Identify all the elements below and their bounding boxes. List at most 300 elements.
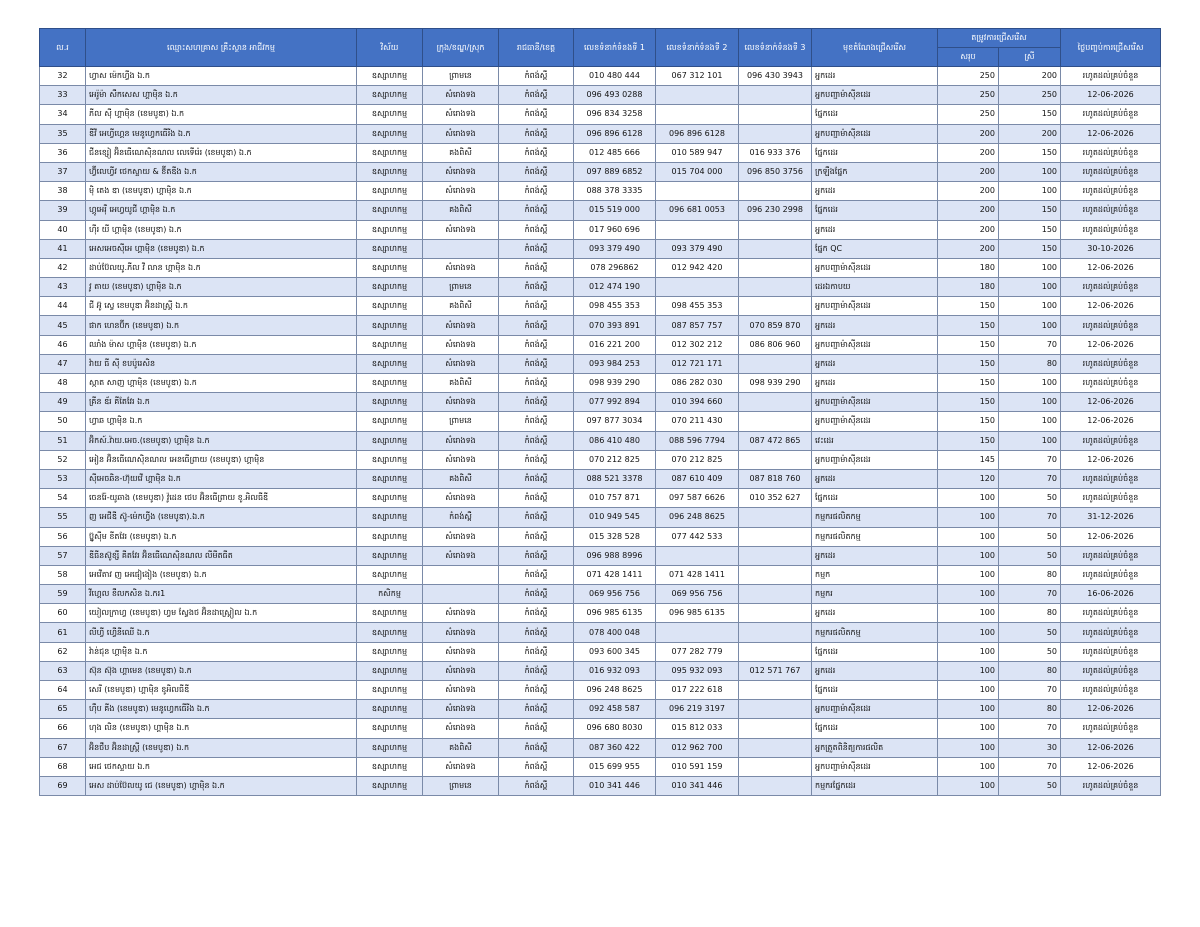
cell-female: 150 (999, 239, 1061, 258)
cell-company-name: អ៊ិកស៍.វ៉ាយ.អេច.(ខេមបូឌា) ហ្គាម៉ិន ឯ.ក (86, 431, 357, 450)
cell-deadline: 31-12-2026 (1061, 508, 1161, 527)
cell-phone-3: 087 818 760 (739, 469, 812, 488)
cell-deadline: រហូតដល់គ្រប់ចំនួន (1061, 143, 1161, 162)
cell-phone-3: 086 806 960 (739, 335, 812, 354)
cell-phone-1: 086 410 480 (574, 431, 656, 450)
cell-company-name: លីហ្វី ហ្វើនីឈើ ឯ.ក (86, 623, 357, 642)
cell-total: 200 (938, 143, 999, 162)
cell-deadline: 12-06-2026 (1061, 393, 1161, 412)
cell-no: 44 (40, 297, 86, 316)
cell-company-name: ជី អ៊ូ ស្វេ ខេមបូឌា អ៊ិនដាស្ត្រី ឯ.ក (86, 297, 357, 316)
header-no: ល.រ (40, 29, 86, 67)
cell-district: សំរោងទង (423, 124, 499, 143)
cell-position: កម្មក (812, 565, 938, 584)
cell-position: ក្រឡឹងផ្នែក (812, 162, 938, 181)
header-deadline: ថ្ងៃបញ្ចប់ការជ្រើសរើស (1061, 29, 1161, 67)
cell-sector: ឧស្សាហកម្ម (357, 604, 423, 623)
cell-district: សំរោងទង (423, 220, 499, 239)
cell-phone-2: 069 956 756 (656, 585, 739, 604)
cell-phone-2: 096 219 3197 (656, 700, 739, 719)
header-position: មុខតំណែងជ្រើសរើស (812, 29, 938, 67)
cell-district (423, 585, 499, 604)
cell-province: កំពង់ស្ពឺ (499, 757, 574, 776)
cell-total: 100 (938, 585, 999, 604)
cell-sector: ឧស្សាហកម្ម (357, 469, 423, 488)
cell-female: 50 (999, 546, 1061, 565)
cell-no: 51 (40, 431, 86, 450)
cell-phone-3 (739, 258, 812, 277)
cell-female: 100 (999, 182, 1061, 201)
cell-female: 80 (999, 700, 1061, 719)
table-row (40, 86, 1161, 105)
cell-deadline: រហូតដល់គ្រប់ចំនួន (1061, 162, 1161, 181)
cell-province: កំពង់ស្ពឺ (499, 661, 574, 680)
cell-position: អ្នកដេរ (812, 604, 938, 623)
table-row (40, 335, 1161, 354)
cell-phone-2: 017 222 618 (656, 681, 739, 700)
cell-district: សំរោងទង (423, 450, 499, 469)
cell-phone-3 (739, 508, 812, 527)
cell-district: គងពិសី (423, 469, 499, 488)
cell-phone-2: 071 428 1411 (656, 565, 739, 584)
cell-deadline: 12-06-2026 (1061, 738, 1161, 757)
cell-no: 55 (40, 508, 86, 527)
cell-district: សំរោងទង (423, 258, 499, 277)
table-row (40, 393, 1161, 412)
cell-phone-1: 096 248 8625 (574, 681, 656, 700)
cell-province: កំពង់ស្ពឺ (499, 527, 574, 546)
header-total: សរុប (938, 48, 999, 67)
cell-deadline: រហូតដល់គ្រប់ចំនួន (1061, 431, 1161, 450)
cell-company-name: ជីនខ្សៀ អ៊ិនធើណេស៊ិនណល លេទើរ៉េរ (ខេមបូឌា) ឯ.ក (86, 143, 357, 162)
cell-phone-1: 012 485 666 (574, 143, 656, 162)
cell-company-name: វ៉ាយ ធី ស៊ី ខបប៉ូរេសិន (86, 354, 357, 373)
cell-province: កំពង់ស្ពឺ (499, 124, 574, 143)
cell-company-name: ដាប់ប៊ែលយូ.ភីល វី លាន ហ្គាម៉ិន ឯ.ក (86, 258, 357, 277)
cell-sector: ឧស្សាហកម្ម (357, 642, 423, 661)
cell-phone-2: 096 896 6128 (656, 124, 739, 143)
table-row (40, 489, 1161, 508)
cell-province: កំពង់ស្ពឺ (499, 431, 574, 450)
cell-phone-1: 098 939 290 (574, 374, 656, 393)
table-row (40, 105, 1161, 124)
cell-position: ផ្នែកដេរ (812, 143, 938, 162)
cell-district: សំរោងទង (423, 719, 499, 738)
cell-deadline: រហូតដល់គ្រប់ចំនួន (1061, 681, 1161, 700)
cell-deadline: 12-06-2026 (1061, 335, 1161, 354)
cell-deadline: រហូតដល់គ្រប់ចំនួន (1061, 661, 1161, 680)
table-header (40, 29, 1161, 67)
cell-female: 100 (999, 258, 1061, 277)
cell-total: 150 (938, 354, 999, 373)
cell-company-name: អៀន អ៊ិនធើណេស៊ិនណល អេនធើព្រាយ (ខេមបូឌា) ហ្គាម៉ិន (86, 450, 357, 469)
cell-no: 34 (40, 105, 86, 124)
cell-phone-2: 096 985 6135 (656, 604, 739, 623)
cell-district: សំរោងទង (423, 623, 499, 642)
cell-female: 50 (999, 642, 1061, 661)
cell-total: 100 (938, 565, 999, 584)
cell-female: 250 (999, 86, 1061, 105)
cell-sector: ឧស្សាហកម្ម (357, 143, 423, 162)
cell-phone-2 (656, 182, 739, 201)
cell-phone-3 (739, 450, 812, 469)
table-row (40, 67, 1161, 86)
cell-company-name: ឈាំង ម៉ាស ហ្គាម៉ិន (ខេមបូឌា) ឯ.ក (86, 335, 357, 354)
cell-phone-2: 070 211 430 (656, 412, 739, 431)
cell-phone-1: 077 992 894 (574, 393, 656, 412)
cell-position: អ្នកត្រួតពិនិត្យការផលិត (812, 738, 938, 757)
cell-total: 200 (938, 201, 999, 220)
cell-sector: ឧស្សាហកម្ម (357, 201, 423, 220)
cell-province: កំពង់ស្ពឺ (499, 182, 574, 201)
cell-deadline: រហូតដល់គ្រប់ចំនួន (1061, 776, 1161, 795)
cell-no: 40 (40, 220, 86, 239)
cell-position: អ្នកបញ្ជាម៉ាស៊ីនដេរ (812, 757, 938, 776)
cell-deadline: រហូតដល់គ្រប់ចំនួន (1061, 374, 1161, 393)
cell-phone-2: 012 942 420 (656, 258, 739, 277)
cell-phone-3: 096 430 3943 (739, 67, 812, 86)
cell-phone-3 (739, 565, 812, 584)
cell-no: 53 (40, 469, 86, 488)
cell-province: កំពង់ស្ពឺ (499, 374, 574, 393)
cell-phone-2: 012 302 212 (656, 335, 739, 354)
cell-sector: ឧស្សាហកម្ម (357, 431, 423, 450)
cell-phone-3 (739, 297, 812, 316)
table-row (40, 258, 1161, 277)
table-row (40, 201, 1161, 220)
cell-phone-3 (739, 700, 812, 719)
cell-female: 70 (999, 719, 1061, 738)
header-female: ស្រី (999, 48, 1061, 67)
cell-district: សំរោងទង (423, 335, 499, 354)
cell-female: 100 (999, 393, 1061, 412)
cell-no: 50 (40, 412, 86, 431)
cell-position: ផ្នែកដេរ (812, 489, 938, 508)
cell-deadline: 30-10-2026 (1061, 239, 1161, 258)
cell-deadline: 12-06-2026 (1061, 258, 1161, 277)
cell-company-name: ចេនរ៉ែ-យូឆាង (ខេមបូឌា) វ៉ូដេន ថេប អ៊ិនធើព្រាយ ខូ.អិលធីឌី (86, 489, 357, 508)
cell-female: 100 (999, 431, 1061, 450)
cell-deadline: រហូតដល់គ្រប់ចំនួន (1061, 182, 1161, 201)
cell-no: 62 (40, 642, 86, 661)
cell-deadline: រហូតដល់គ្រប់ចំនួន (1061, 354, 1161, 373)
table-row (40, 585, 1161, 604)
cell-female: 70 (999, 681, 1061, 700)
cell-phone-2: 077 442 533 (656, 527, 739, 546)
cell-company-name: អេស ដាប់ប៊ែលយូ ជេ (ខេមបូឌា) ហ្គាម៉ិន ឯ.ក (86, 776, 357, 795)
cell-deadline: 12-06-2026 (1061, 527, 1161, 546)
cell-total: 150 (938, 335, 999, 354)
cell-no: 68 (40, 757, 86, 776)
cell-phone-1: 096 834 3258 (574, 105, 656, 124)
table-row (40, 354, 1161, 373)
cell-female: 70 (999, 585, 1061, 604)
cell-deadline: រហូតដល់គ្រប់ចំនួន (1061, 67, 1161, 86)
cell-female: 70 (999, 469, 1061, 488)
cell-phone-1: 093 600 345 (574, 642, 656, 661)
cell-phone-2 (656, 546, 739, 565)
cell-company-name: ស៊ីអេចឆិន-ហ៊ុយវើ ហ្គាម៉ិន ឯ.ក (86, 469, 357, 488)
cell-province: កំពង់ស្ពឺ (499, 412, 574, 431)
cell-no: 32 (40, 67, 86, 86)
cell-female: 70 (999, 450, 1061, 469)
cell-phone-1: 071 428 1411 (574, 565, 656, 584)
cell-province: កំពង់ស្ពឺ (499, 604, 574, 623)
cell-province: កំពង់ស្ពឺ (499, 738, 574, 757)
cell-total: 100 (938, 661, 999, 680)
cell-company-name: អេជ ថេកស្ទាយ ឯ.ក (86, 757, 357, 776)
cell-province: កំពង់ស្ពឺ (499, 450, 574, 469)
cell-phone-1: 096 493 0288 (574, 86, 656, 105)
cell-sector: ឧស្សាហកម្ម (357, 527, 423, 546)
cell-company-name: ស៊ុន ស៊ុង ហ្គាមេន (ខេមបូឌា) ឯ.ក (86, 661, 357, 680)
cell-female: 50 (999, 776, 1061, 795)
cell-sector: ឧស្សាហកម្ម (357, 738, 423, 757)
cell-deadline: រហូតដល់គ្រប់ចំនួន (1061, 278, 1161, 297)
header-province: រាជធានី/ខេត្ត (499, 29, 574, 67)
table-row (40, 661, 1161, 680)
cell-no: 37 (40, 162, 86, 181)
cell-phone-3 (739, 681, 812, 700)
cell-phone-2: 077 282 779 (656, 642, 739, 661)
cell-total: 100 (938, 738, 999, 757)
cell-total: 100 (938, 546, 999, 565)
table-row (40, 469, 1161, 488)
cell-position: អ្នកដេរ (812, 661, 938, 680)
cell-phone-2: 070 212 825 (656, 450, 739, 469)
cell-sector: ឧស្សាហកម្ម (357, 220, 423, 239)
cell-district: កំពង់ស្ពឺ (423, 508, 499, 527)
cell-phone-2 (656, 105, 739, 124)
cell-company-name: ភីល ស៊ី ហ្គាម៉ិន (ខេមបូឌា) ឯ.ក (86, 105, 357, 124)
cell-phone-2: 010 394 660 (656, 393, 739, 412)
cell-total: 100 (938, 508, 999, 527)
cell-company-name: យៀលក្រាហ្វ (ខេមបូឌា) ហ្វម ស្វែងថ អ៊ិនដាស្ត្រៀល ឯ.ក (86, 604, 357, 623)
cell-sector: ឧស្សាហកម្ម (357, 489, 423, 508)
cell-sector: ឧស្សាហកម្ម (357, 258, 423, 277)
cell-province: កំពង់ស្ពឺ (499, 681, 574, 700)
cell-no: 42 (40, 258, 86, 277)
cell-phone-1: 069 956 756 (574, 585, 656, 604)
cell-female: 100 (999, 374, 1061, 393)
cell-total: 200 (938, 182, 999, 201)
cell-no: 35 (40, 124, 86, 143)
cell-female: 100 (999, 162, 1061, 181)
cell-company-name: ហ៊ីរ យី ហ្គាម៉ិន (ខេមបូឌា) ឯ.ក (86, 220, 357, 239)
cell-position: អ្នកបញ្ជាម៉ាស៊ីនដេរ (812, 297, 938, 316)
cell-total: 100 (938, 527, 999, 546)
cell-province: កំពង់ស្ពឺ (499, 278, 574, 297)
cell-no: 61 (40, 623, 86, 642)
cell-female: 80 (999, 354, 1061, 373)
cell-sector: ឧស្សាហកម្ម (357, 297, 423, 316)
cell-no: 43 (40, 278, 86, 297)
cell-phone-1: 012 474 190 (574, 278, 656, 297)
cell-phone-1: 088 378 3335 (574, 182, 656, 201)
cell-province: កំពង់ស្ពឺ (499, 143, 574, 162)
cell-position: កម្មករផលិតកម្ម (812, 623, 938, 642)
cell-province: កំពង់ស្ពឺ (499, 67, 574, 86)
cell-position: អ្នកដេរ (812, 220, 938, 239)
cell-phone-1: 093 379 490 (574, 239, 656, 258)
table-row (40, 757, 1161, 776)
cell-district: សំរោងទង (423, 489, 499, 508)
cell-deadline: រហូតដល់គ្រប់ចំនួន (1061, 604, 1161, 623)
cell-province: កំពង់ស្ពឺ (499, 623, 574, 642)
table-row (40, 738, 1161, 757)
cell-phone-2: 098 455 353 (656, 297, 739, 316)
cell-company-name: អេសអេចស៊ីអេ ហ្គាម៉ិន (ខេមបូឌា) ឯ.ក (86, 239, 357, 258)
table-row (40, 278, 1161, 297)
cell-phone-1: 070 212 825 (574, 450, 656, 469)
cell-total: 145 (938, 450, 999, 469)
cell-female: 80 (999, 604, 1061, 623)
cell-phone-1: 015 699 955 (574, 757, 656, 776)
cell-position: អ្នកបញ្ជាម៉ាស៊ីនដេរ (812, 700, 938, 719)
cell-district: សំរោងទង (423, 431, 499, 450)
cell-phone-1: 087 360 422 (574, 738, 656, 757)
cell-position: អ្នកបញ្ជាម៉ាស៊ីនដេរ (812, 124, 938, 143)
cell-total: 100 (938, 719, 999, 738)
cell-phone-2: 097 587 6626 (656, 489, 739, 508)
cell-deadline: រហូតដល់គ្រប់ចំនួន (1061, 565, 1161, 584)
table-row (40, 527, 1161, 546)
cell-female: 100 (999, 278, 1061, 297)
cell-female: 50 (999, 489, 1061, 508)
cell-province: កំពង់ស្ពឺ (499, 239, 574, 258)
cell-province: កំពង់ស្ពឺ (499, 469, 574, 488)
cell-company-name: ហ្វាឆ ហ្គាម៉ិន ឯ.ក (86, 412, 357, 431)
header-phone-2: លេខទំនាក់ទំនងទី 2 (656, 29, 739, 67)
table-row (40, 239, 1161, 258)
cell-position: អ្នកបញ្ជាម៉ាស៊ីនដេរ (812, 393, 938, 412)
cell-province: កំពង់ស្ពឺ (499, 258, 574, 277)
cell-no: 49 (40, 393, 86, 412)
cell-position: អ្នកដេរ (812, 469, 938, 488)
cell-province: កំពង់ស្ពឺ (499, 546, 574, 565)
cell-position: អ្នកដេរ (812, 182, 938, 201)
cell-district: សំរោងទង (423, 642, 499, 661)
cell-position: ផ្នែកដេរ (812, 201, 938, 220)
cell-phone-1: 070 393 891 (574, 316, 656, 335)
cell-female: 80 (999, 565, 1061, 584)
cell-no: 33 (40, 86, 86, 105)
cell-total: 150 (938, 431, 999, 450)
cell-position: ផ្នែកដេរ (812, 719, 938, 738)
cell-female: 200 (999, 67, 1061, 86)
cell-no: 59 (40, 585, 86, 604)
cell-phone-2: 087 857 757 (656, 316, 739, 335)
cell-phone-1: 078 400 048 (574, 623, 656, 642)
cell-district (423, 565, 499, 584)
cell-female: 150 (999, 105, 1061, 124)
cell-female: 100 (999, 412, 1061, 431)
cell-total: 250 (938, 86, 999, 105)
cell-no: 66 (40, 719, 86, 738)
cell-phone-2: 010 591 159 (656, 757, 739, 776)
cell-phone-2: 010 589 947 (656, 143, 739, 162)
table-row (40, 297, 1161, 316)
cell-phone-3 (739, 585, 812, 604)
cell-sector: ឧស្សាហកម្ម (357, 86, 423, 105)
cell-phone-2: 015 812 033 (656, 719, 739, 738)
cell-deadline: រហូតដល់គ្រប់ចំនួន (1061, 469, 1161, 488)
cell-female: 150 (999, 143, 1061, 162)
cell-sector: ឧស្សាហកម្ម (357, 316, 423, 335)
cell-company-name: ហុង លិន (ខេមបូឌា) ហ្គាម៉ិន ឯ.ក (86, 719, 357, 738)
cell-deadline: 12-06-2026 (1061, 700, 1161, 719)
cell-phone-3 (739, 527, 812, 546)
table-row (40, 623, 1161, 642)
cell-deadline: រហូតដល់គ្រប់ចំនួន (1061, 546, 1161, 565)
cell-no: 38 (40, 182, 86, 201)
cell-no: 48 (40, 374, 86, 393)
cell-no: 57 (40, 546, 86, 565)
cell-position: ផ្នែកដេរ (812, 681, 938, 700)
cell-company-name: ហ៊ឹប គីង (ខេមបូឌា) មេនូហ្វេកធើរីង ឯ.ក (86, 700, 357, 719)
cell-phone-1: 096 988 8996 (574, 546, 656, 565)
cell-phone-3 (739, 354, 812, 373)
cell-deadline: រហូតដល់គ្រប់ចំនួន (1061, 220, 1161, 239)
cell-district: សំរោងទង (423, 661, 499, 680)
cell-position: អ្នកដេរ (812, 546, 938, 565)
table-row (40, 412, 1161, 431)
cell-district: គងពិសី (423, 374, 499, 393)
cell-province: កំពង់ស្ពឺ (499, 489, 574, 508)
table-row (40, 604, 1161, 623)
cell-no: 39 (40, 201, 86, 220)
cell-phone-1: 097 889 6852 (574, 162, 656, 181)
cell-total: 200 (938, 239, 999, 258)
cell-sector: ឧស្សាហកម្ម (357, 335, 423, 354)
cell-deadline: រហូតដល់គ្រប់ចំនួន (1061, 623, 1161, 642)
cell-no: 60 (40, 604, 86, 623)
cell-deadline: រហូតដល់គ្រប់ចំនួន (1061, 316, 1161, 335)
cell-total: 180 (938, 278, 999, 297)
cell-phone-1: 096 896 6128 (574, 124, 656, 143)
cell-female: 70 (999, 508, 1061, 527)
cell-province: កំពង់ស្ពឺ (499, 393, 574, 412)
cell-phone-2: 087 610 409 (656, 469, 739, 488)
cell-phone-2: 012 721 171 (656, 354, 739, 373)
table-row (40, 508, 1161, 527)
cell-phone-3: 087 472 865 (739, 431, 812, 450)
cell-sector: ឧស្សាហកម្ម (357, 374, 423, 393)
cell-deadline: រហូតដល់គ្រប់ចំនួន (1061, 489, 1161, 508)
cell-company-name: ម៉ិ តេង ឌា (ខេមបូឌា) ហ្គាម៉ិន ឯ.ក (86, 182, 357, 201)
cell-phone-3 (739, 738, 812, 757)
cell-phone-2 (656, 278, 739, 297)
cell-deadline: 12-06-2026 (1061, 86, 1161, 105)
cell-province: កំពង់ស្ពឺ (499, 508, 574, 527)
cell-province: កំពង់ស្ពឺ (499, 642, 574, 661)
cell-no: 63 (40, 661, 86, 680)
cell-district (423, 239, 499, 258)
cell-province: កំពង់ស្ពឺ (499, 700, 574, 719)
cell-district: គងពិសី (423, 297, 499, 316)
table-row (40, 700, 1161, 719)
cell-position: អ្នកដេរ (812, 316, 938, 335)
cell-phone-1: 096 680 8030 (574, 719, 656, 738)
cell-phone-2: 012 962 700 (656, 738, 739, 757)
cell-total: 100 (938, 642, 999, 661)
cell-phone-2: 096 248 8625 (656, 508, 739, 527)
cell-phone-3 (739, 604, 812, 623)
cell-phone-3: 012 571 767 (739, 661, 812, 680)
cell-phone-2 (656, 220, 739, 239)
cell-position: ផ្នែកដេរ (812, 642, 938, 661)
table-row (40, 642, 1161, 661)
